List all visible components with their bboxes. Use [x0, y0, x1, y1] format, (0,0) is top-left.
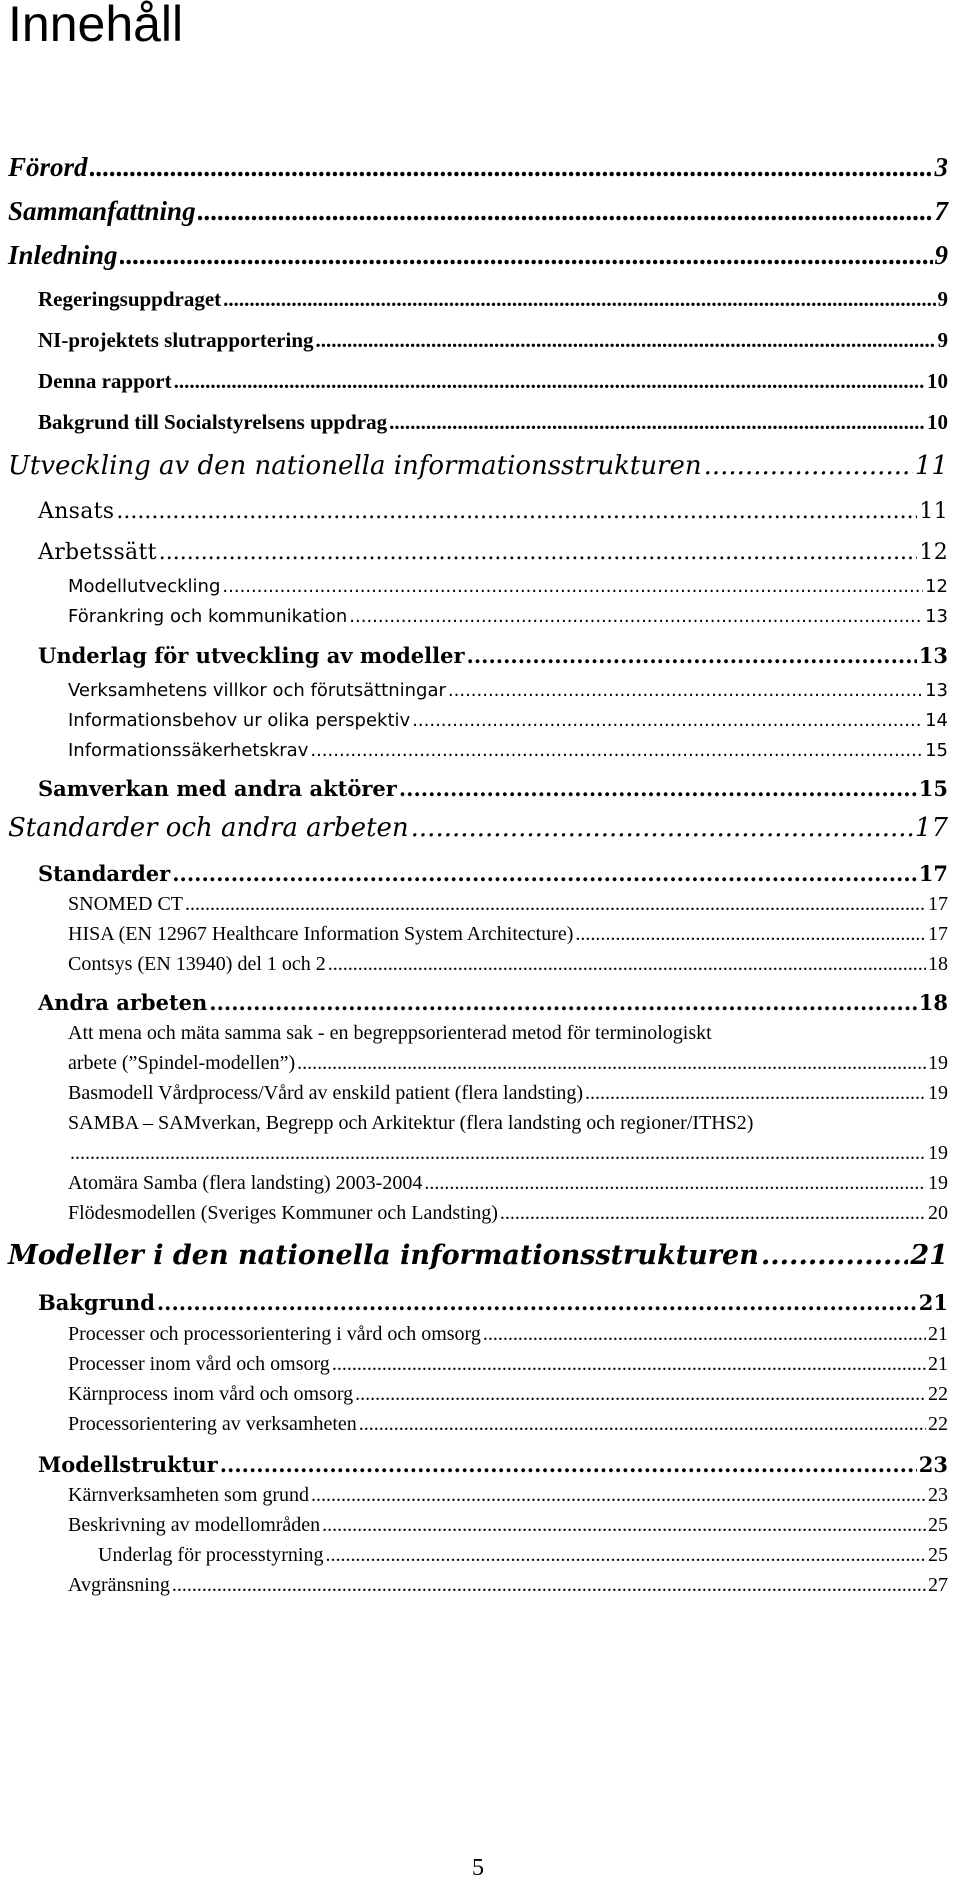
toc-entry-page: 18	[918, 990, 948, 1015]
toc-entry-page: 21	[910, 1240, 948, 1271]
toc-leader-dots	[575, 923, 926, 946]
toc-entry-page: 11	[919, 499, 948, 524]
toc-entry-label: SNOMED CT	[68, 893, 184, 915]
toc-entry-page: 7	[934, 196, 948, 226]
toc-entry-label: Beskrivning av modellområden	[68, 1514, 321, 1536]
toc-leader-dots	[359, 1413, 926, 1436]
toc-leader-dots	[424, 1172, 926, 1195]
toc-entry[interactable]	[0, 740, 948, 761]
toc-entry-label: Informationssäkerhetskrav	[68, 740, 309, 761]
toc-entry-page: 12	[919, 540, 948, 565]
toc-leader-dots	[222, 576, 923, 597]
toc-leader-dots	[412, 710, 923, 731]
toc-entry[interactable]	[0, 710, 948, 731]
toc-entry[interactable]	[0, 923, 948, 946]
toc-leader-dots	[174, 369, 925, 394]
toc-entry[interactable]	[0, 1574, 948, 1597]
toc-entry[interactable]	[0, 1544, 948, 1567]
toc-entry[interactable]	[0, 1413, 948, 1436]
toc-entry[interactable]	[0, 1172, 948, 1195]
toc-entry-label: Contsys (EN 13940) del 1 och 2	[68, 953, 326, 975]
toc-leader-dots	[326, 1544, 927, 1567]
toc-leader-dots	[500, 1202, 926, 1225]
toc-entry-page: 13	[918, 643, 948, 668]
toc-entry[interactable]	[0, 540, 948, 565]
toc-entry[interactable]	[0, 1202, 948, 1225]
toc-entry-label: Modellstruktur	[38, 1452, 218, 1477]
toc-entry[interactable]	[0, 861, 948, 886]
toc-entry-page: 21	[918, 1290, 948, 1315]
toc-entry[interactable]	[0, 196, 948, 227]
toc-entry-label: Standarder och andra arbeten	[8, 813, 409, 843]
toc-leader-dots	[704, 451, 913, 481]
toc-entry-page: 19	[928, 1142, 948, 1164]
toc-entry-label: Andra arbeten	[38, 990, 208, 1015]
page-number: 5	[472, 1855, 484, 1881]
toc-entry-page: 21	[928, 1353, 948, 1375]
toc-entry[interactable]	[0, 369, 948, 394]
toc-entry-page: 21	[928, 1323, 948, 1345]
toc-entry[interactable]	[0, 1452, 948, 1477]
toc-entry-label: Processer inom vård och omsorg	[68, 1353, 330, 1375]
toc-entry-page: 19	[928, 1082, 948, 1104]
toc-entry-label: Avgränsning	[68, 1574, 170, 1596]
toc-entry-label: Standarder	[38, 861, 171, 886]
toc-entry-label: Inledning	[8, 240, 118, 270]
toc-entry[interactable]	[0, 953, 948, 976]
toc-leader-dots	[448, 680, 923, 701]
toc-leader-dots	[411, 813, 913, 843]
toc-entry-page: 15	[918, 776, 948, 801]
toc-entry-label: Modeller i den nationella informationsstrukturen	[8, 1240, 759, 1271]
toc-entry-page: 20	[928, 1202, 948, 1224]
toc-leader-dots	[483, 1323, 926, 1346]
toc-entry-label: Ansats	[38, 499, 115, 524]
toc-entry-page: 10	[927, 369, 948, 393]
toc-entry[interactable]	[0, 1082, 948, 1105]
toc-entry[interactable]	[0, 1383, 948, 1406]
toc-entry-page: 17	[928, 923, 948, 945]
toc-entry-page: 23	[918, 1452, 948, 1477]
toc-leader-dots	[761, 1240, 909, 1271]
toc-entry[interactable]	[0, 1240, 948, 1271]
toc-leader-dots	[70, 1142, 926, 1165]
toc-entry-page: 12	[925, 576, 948, 597]
toc-leader-dots	[355, 1383, 926, 1406]
toc-entry[interactable]	[0, 1142, 948, 1165]
toc-entry[interactable]	[0, 643, 948, 668]
toc-entry-page: 10	[927, 410, 948, 434]
toc-leader-dots	[116, 499, 917, 524]
toc-leader-dots	[120, 240, 933, 271]
toc-entry[interactable]	[0, 680, 948, 701]
toc-entry[interactable]	[0, 1353, 948, 1376]
toc-entry[interactable]	[0, 451, 948, 481]
toc-entry-label: Processer och processorientering i vård och omsorg	[68, 1323, 481, 1345]
toc-entry[interactable]	[0, 410, 948, 435]
toc-entry-page: 22	[928, 1383, 948, 1405]
toc-leader-dots	[316, 328, 936, 353]
toc-entry[interactable]	[0, 576, 948, 597]
toc-entry-label: Bakgrund till Socialstyrelsens uppdrag	[38, 410, 388, 434]
toc-entry-label: Förankring och kommunikation	[68, 606, 348, 627]
toc-leader-dots	[585, 1082, 926, 1105]
toc-leader-dots	[209, 990, 916, 1015]
toc-entry[interactable]	[0, 606, 948, 627]
toc-entry[interactable]	[0, 328, 948, 353]
toc-entry[interactable]	[0, 152, 948, 183]
toc-entry-page: 13	[925, 606, 948, 627]
toc-entry[interactable]	[0, 893, 948, 916]
toc-entry-page: 19	[928, 1172, 948, 1194]
toc-entry-label: Verksamhetens villkor och förutsättningar	[68, 680, 446, 701]
toc-entry-label: Denna rapport	[38, 369, 172, 393]
toc-entry-page: 19	[928, 1052, 948, 1074]
toc-entry-page: 15	[925, 740, 948, 761]
toc-leader-dots	[90, 152, 933, 183]
toc-entry-label: Arbetssätt	[38, 540, 157, 565]
toc-entry-page: 25	[928, 1514, 948, 1536]
toc-entry[interactable]	[0, 287, 948, 312]
toc-entry-label: Regeringsuppdraget	[38, 287, 222, 311]
toc-entry-label: Modellutveckling	[68, 576, 221, 597]
toc-entry-page: 17	[918, 861, 948, 886]
toc-leader-dots	[172, 1574, 926, 1597]
toc-entry-label: NI-projektets slutrapportering	[38, 328, 314, 352]
toc-entry[interactable]	[0, 776, 948, 801]
toc-entry-page: 22	[928, 1413, 948, 1435]
toc-entry-label: Kärnprocess inom vård och omsorg	[68, 1383, 354, 1405]
toc-entry-label: Processorientering av verksamheten	[68, 1413, 357, 1435]
toc-entry-page: 9	[937, 287, 948, 311]
toc-entry[interactable]	[0, 1052, 948, 1075]
toc-entry-page: 17	[914, 813, 948, 843]
toc-entry-label: Utveckling av den nationella informationsstrukturen	[8, 451, 702, 481]
toc-entry-label: Basmodell Vårdprocess/Vård av enskild patient (flera landsting)	[68, 1082, 584, 1104]
toc-leader-dots	[311, 1484, 926, 1507]
toc-leader-dots	[223, 287, 935, 312]
toc-leader-dots	[159, 540, 918, 565]
toc-entry-page: 9	[937, 328, 948, 352]
toc-entry[interactable]	[0, 240, 948, 271]
toc-entry-label: Atomära Samba (flera landsting) 2003-2004	[68, 1172, 423, 1194]
toc-entry-page: 9	[934, 240, 948, 270]
toc-entry[interactable]	[0, 990, 948, 1015]
toc-leader-dots	[399, 776, 917, 801]
toc-entry-page: 18	[928, 953, 948, 975]
toc-entry-label[interactable]: Att mena och mäta samma sak - en begreppsorienterad metod för terminologiskt	[68, 1022, 712, 1044]
toc-entry-page: 23	[928, 1484, 948, 1506]
toc-leader-dots	[172, 861, 917, 886]
toc-entry-page: 17	[928, 893, 948, 915]
toc-leader-dots	[310, 740, 923, 761]
toc-entry[interactable]	[0, 813, 948, 843]
toc-entry-label: Sammanfattning	[8, 196, 196, 226]
toc-entry-page: 13	[925, 680, 948, 701]
toc-entry-label: Bakgrund	[38, 1290, 155, 1315]
toc-entry-label-continuation: arbete (”Spindel-modellen”)	[68, 1052, 296, 1074]
toc-entry-label: Kärnverksamheten som grund	[68, 1484, 310, 1506]
toc-leader-dots	[185, 893, 926, 916]
toc-entry-page: 11	[914, 451, 948, 481]
toc-leader-dots	[322, 1514, 926, 1537]
toc-leader-dots	[220, 1452, 917, 1477]
toc-leader-dots	[297, 1052, 926, 1075]
toc-entry-page: 3	[934, 152, 948, 182]
toc-entry-page: 14	[925, 710, 948, 731]
toc-leader-dots	[157, 1290, 917, 1315]
page-title: Innehåll	[8, 0, 184, 52]
toc-leader-dots	[467, 643, 917, 668]
toc-entry-label: Samverkan med andra aktörer	[38, 776, 397, 801]
toc-leader-dots	[328, 953, 926, 976]
toc-entry-label: Förord	[8, 152, 88, 182]
toc-leader-dots	[332, 1353, 926, 1376]
toc-entry-label: HISA (EN 12967 Healthcare Information System Architecture)	[68, 923, 574, 945]
toc-entry-label: Underlag för processtyrning	[98, 1544, 324, 1566]
toc-entry[interactable]	[0, 499, 948, 524]
toc-leader-dots	[198, 196, 933, 227]
toc-entry-label: Informationsbehov ur olika perspektiv	[68, 710, 411, 731]
toc-entry[interactable]	[0, 1514, 948, 1537]
toc-entry[interactable]	[0, 1290, 948, 1315]
toc-leader-dots	[349, 606, 923, 627]
toc-leader-dots	[389, 410, 925, 435]
toc-entry-label: Underlag för utveckling av modeller	[38, 643, 465, 668]
toc-entry[interactable]	[0, 1323, 948, 1346]
toc-entry[interactable]	[0, 1484, 948, 1507]
toc-entry-label: Flödesmodellen (Sveriges Kommuner och Landsting)	[68, 1202, 498, 1224]
toc-entry-page: 27	[928, 1574, 948, 1596]
toc-entry-label[interactable]: SAMBA – SAMverkan, Begrepp och Arkitektur (flera landsting och regioner/ITHS2)	[68, 1112, 754, 1134]
toc-entry-page: 25	[928, 1544, 948, 1566]
